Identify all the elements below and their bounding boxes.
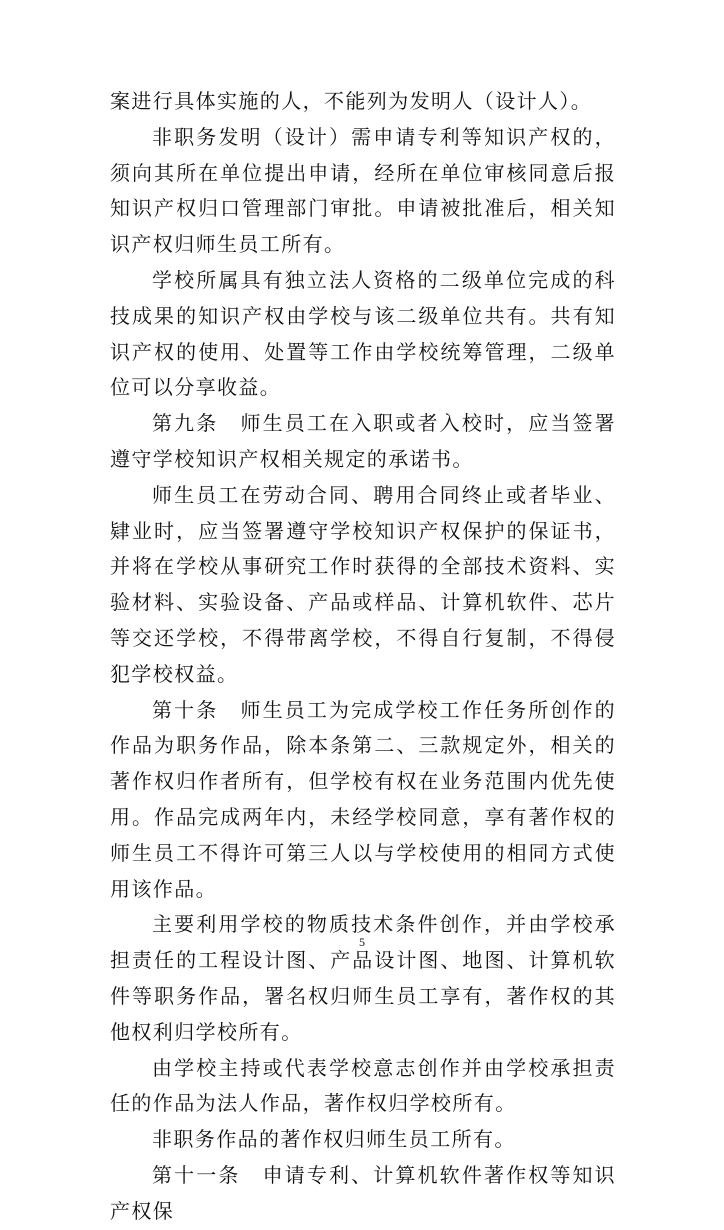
article-11-paragraph: 第十一条 申请专利、计算机软件著作权等知识产权保 (110, 1162, 616, 1223)
paragraph: 师生员工在劳动合同、聘用合同终止或者毕业、肄业时，应当签署遵守学校知识产权保护的保证书，并将在学校从事研究工作时获得的全部技术资料、实验材料、实验设备、产品或样品、计算机软件、芯片等交还学校，不得带离学校，不得自行复制，不得侵犯学校权益。 (110, 482, 616, 686)
page-number: 5 (359, 935, 365, 949)
paragraph: 学校所属具有独立法人资格的二级单位完成的科技成果的知识产权由学校与该二级单位共有。共有知识产权的使用、处置等工作由学校统筹管理，二级单位可以分享收益。 (110, 267, 616, 400)
article-9-paragraph: 第九条 师生员工在入职或者入校时，应当签署遵守学校知识产权相关规定的承诺书。 (110, 411, 616, 471)
paragraph: 由学校主持或代表学校意志创作并由学校承担责任的作品为法人作品，著作权归学校所有。 (110, 1055, 616, 1116)
paragraph: 非职务作品的著作权归师生员工所有。 (152, 1127, 516, 1152)
paragraph: 非职务发明（设计）需申请专利等知识产权的，须向其所在单位提出申请，经所在单位审核同意后报知识产权归口管理部门审批。申请被批准后，相关知识产权归师生员工所有。 (110, 124, 616, 257)
paragraph: 主要利用学校的物质技术条件创作，并由学校承担责任的工程设计图、产品设计图、地图、计算机软件等职务作品，署名权归师生员工享有，著作权的其他权利归学校所有。 (110, 912, 616, 1044)
article-10-paragraph: 第十条 师生员工为完成学校工作任务所创作的作品为职务作品，除本条第二、三款规定外，相关的著作权归作者所有，但学校有权在业务范围内优先使用。作品完成两年内，未经学校同意，享有著作权的师生员工不得许可第三人以与学校使用的相同方式使用该作品。 (110, 697, 616, 901)
body-text (110, 84, 616, 1230)
paragraph: 案进行具体实施的人，不能列为发明人（设计人）。 (110, 89, 593, 113)
